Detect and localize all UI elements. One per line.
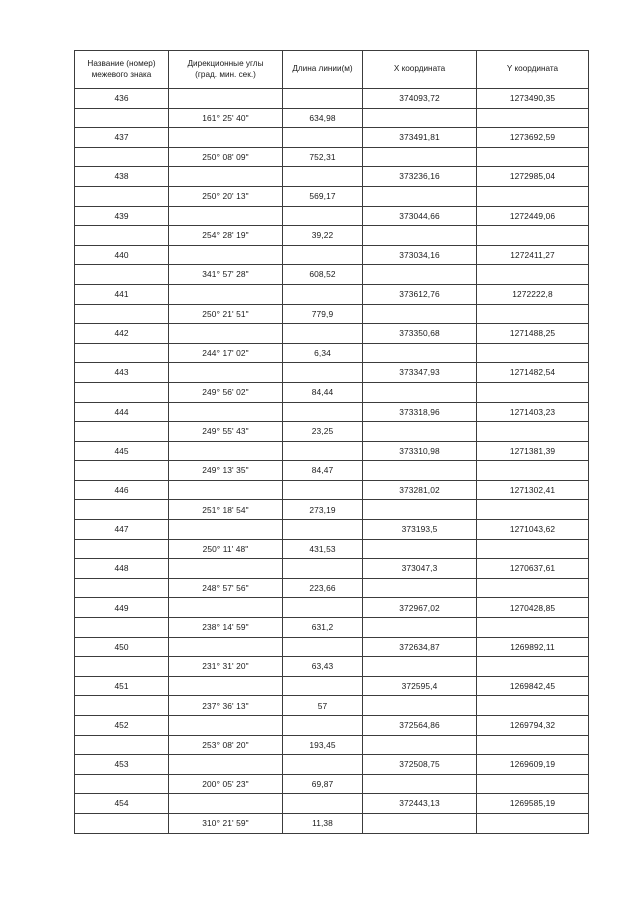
empty-cell — [75, 265, 169, 285]
table-row-line — [75, 657, 589, 677]
empty-cell — [169, 559, 283, 579]
empty-cell — [169, 167, 283, 187]
marker-name-cell: 446 — [75, 480, 169, 500]
x-coordinate-cell: 373236,16 — [363, 167, 477, 187]
x-coordinate-cell: 372443,13 — [363, 794, 477, 814]
empty-cell — [75, 813, 169, 833]
empty-cell — [363, 108, 477, 128]
empty-cell — [363, 539, 477, 559]
y-coordinate-cell: 1272449,06 — [477, 206, 589, 226]
y-coordinate-cell: 1271381,39 — [477, 441, 589, 461]
empty-cell — [283, 441, 363, 461]
marker-name-cell: 448 — [75, 559, 169, 579]
table-row-point — [75, 598, 589, 618]
y-coordinate-cell: 1272411,27 — [477, 245, 589, 265]
y-coordinate-cell: 1272985,04 — [477, 167, 589, 187]
table-row-point — [75, 363, 589, 383]
empty-cell — [477, 422, 589, 442]
empty-cell — [363, 304, 477, 324]
empty-cell — [283, 128, 363, 148]
y-coordinate-cell: 1273490,35 — [477, 89, 589, 109]
x-coordinate-cell: 373310,98 — [363, 441, 477, 461]
y-coordinate-cell: 1269609,19 — [477, 755, 589, 775]
empty-cell — [75, 186, 169, 206]
marker-name-cell: 436 — [75, 89, 169, 109]
empty-cell — [75, 735, 169, 755]
table-row-line — [75, 735, 589, 755]
line-length-cell: 63,43 — [283, 657, 363, 677]
y-coordinate-cell: 1270637,61 — [477, 559, 589, 579]
empty-cell — [477, 461, 589, 481]
line-length-cell: 608,52 — [283, 265, 363, 285]
empty-cell — [363, 461, 477, 481]
empty-cell — [283, 89, 363, 109]
line-length-cell: 84,44 — [283, 382, 363, 402]
empty-cell — [477, 539, 589, 559]
table-row-point — [75, 637, 589, 657]
table-row-point — [75, 324, 589, 344]
empty-cell — [283, 324, 363, 344]
marker-name-cell: 438 — [75, 167, 169, 187]
empty-cell — [283, 363, 363, 383]
x-coordinate-cell: 373281,02 — [363, 480, 477, 500]
header-marker-name-line-2: межевого знака — [91, 69, 152, 79]
table-row-line — [75, 343, 589, 363]
empty-cell — [477, 304, 589, 324]
empty-cell — [477, 108, 589, 128]
empty-cell — [283, 206, 363, 226]
empty-cell — [477, 813, 589, 833]
empty-cell — [169, 716, 283, 736]
y-coordinate-cell: 1270428,85 — [477, 598, 589, 618]
x-coordinate-cell: 372564,86 — [363, 716, 477, 736]
empty-cell — [363, 735, 477, 755]
table-row-point — [75, 520, 589, 540]
marker-name-cell: 441 — [75, 284, 169, 304]
table-row-point — [75, 89, 589, 109]
empty-cell — [283, 402, 363, 422]
direction-angle-cell: 248° 57' 56" — [169, 578, 283, 598]
empty-cell — [283, 245, 363, 265]
empty-cell — [283, 676, 363, 696]
empty-cell — [363, 186, 477, 206]
empty-cell — [477, 618, 589, 638]
direction-angle-cell: 250° 20' 13" — [169, 186, 283, 206]
empty-cell — [283, 598, 363, 618]
y-coordinate-cell: 1272222,8 — [477, 284, 589, 304]
line-length-cell: 634,98 — [283, 108, 363, 128]
empty-cell — [477, 774, 589, 794]
line-length-cell: 57 — [283, 696, 363, 716]
empty-cell — [283, 520, 363, 540]
marker-name-cell: 437 — [75, 128, 169, 148]
direction-angle-cell: 250° 11' 48" — [169, 539, 283, 559]
empty-cell — [169, 89, 283, 109]
direction-angle-cell: 161° 25' 40" — [169, 108, 283, 128]
empty-cell — [169, 441, 283, 461]
x-coordinate-cell: 372634,87 — [363, 637, 477, 657]
empty-cell — [283, 284, 363, 304]
empty-cell — [75, 500, 169, 520]
y-coordinate-cell: 1271043,62 — [477, 520, 589, 540]
marker-name-cell: 449 — [75, 598, 169, 618]
empty-cell — [477, 657, 589, 677]
empty-cell — [75, 226, 169, 246]
empty-cell — [169, 363, 283, 383]
empty-cell — [75, 108, 169, 128]
table-row-point — [75, 441, 589, 461]
direction-angle-cell: 238° 14' 59" — [169, 618, 283, 638]
table-row-line — [75, 304, 589, 324]
empty-cell — [169, 480, 283, 500]
table-row-line — [75, 618, 589, 638]
marker-name-cell: 440 — [75, 245, 169, 265]
y-coordinate-cell: 1271488,25 — [477, 324, 589, 344]
line-length-cell: 84,47 — [283, 461, 363, 481]
y-coordinate-cell: 1269585,19 — [477, 794, 589, 814]
table-row-point — [75, 245, 589, 265]
table-row-line — [75, 147, 589, 167]
table-row-point — [75, 794, 589, 814]
table-row-point — [75, 402, 589, 422]
empty-cell — [169, 284, 283, 304]
x-coordinate-cell: 374093,72 — [363, 89, 477, 109]
empty-cell — [477, 382, 589, 402]
table-body — [75, 89, 589, 834]
empty-cell — [169, 794, 283, 814]
table-row-point — [75, 480, 589, 500]
table-row-point — [75, 167, 589, 187]
x-coordinate-cell: 373491,81 — [363, 128, 477, 148]
empty-cell — [477, 226, 589, 246]
marker-name-cell: 451 — [75, 676, 169, 696]
direction-angle-cell: 237° 36' 13" — [169, 696, 283, 716]
empty-cell — [169, 598, 283, 618]
empty-cell — [363, 696, 477, 716]
line-length-cell: 39,22 — [283, 226, 363, 246]
header-x-coordinate: X координата — [363, 51, 477, 89]
x-coordinate-cell: 373350,68 — [363, 324, 477, 344]
x-coordinate-cell: 372967,02 — [363, 598, 477, 618]
empty-cell — [283, 716, 363, 736]
table-row-line — [75, 422, 589, 442]
empty-cell — [363, 343, 477, 363]
table-row-line — [75, 813, 589, 833]
direction-angle-cell: 310° 21' 59" — [169, 813, 283, 833]
line-length-cell: 779,9 — [283, 304, 363, 324]
y-coordinate-cell: 1271302,41 — [477, 480, 589, 500]
direction-angle-cell: 251° 18' 54" — [169, 500, 283, 520]
y-coordinate-cell: 1269842,45 — [477, 676, 589, 696]
table-row-line — [75, 578, 589, 598]
table-row-point — [75, 716, 589, 736]
empty-cell — [477, 343, 589, 363]
x-coordinate-cell: 373318,96 — [363, 402, 477, 422]
direction-angle-cell: 231° 31' 20" — [169, 657, 283, 677]
x-coordinate-cell: 373193,5 — [363, 520, 477, 540]
x-coordinate-cell: 373034,16 — [363, 245, 477, 265]
y-coordinate-cell: 1269794,32 — [477, 716, 589, 736]
marker-name-cell: 447 — [75, 520, 169, 540]
direction-angle-cell: 250° 21' 51" — [169, 304, 283, 324]
table-row-point — [75, 559, 589, 579]
table-row-line — [75, 382, 589, 402]
header-direction-angles — [169, 51, 283, 89]
empty-cell — [283, 559, 363, 579]
table-row-line — [75, 696, 589, 716]
table-row-point — [75, 755, 589, 775]
empty-cell — [363, 657, 477, 677]
marker-name-cell: 443 — [75, 363, 169, 383]
line-length-cell: 6,34 — [283, 343, 363, 363]
direction-angle-cell: 244° 17' 02" — [169, 343, 283, 363]
x-coordinate-cell: 372595,4 — [363, 676, 477, 696]
marker-name-cell: 439 — [75, 206, 169, 226]
table-row-point — [75, 206, 589, 226]
marker-name-cell: 453 — [75, 755, 169, 775]
x-coordinate-cell: 373347,93 — [363, 363, 477, 383]
marker-name-cell: 444 — [75, 402, 169, 422]
empty-cell — [363, 578, 477, 598]
empty-cell — [283, 755, 363, 775]
empty-cell — [363, 265, 477, 285]
empty-cell — [75, 304, 169, 324]
table-row-line — [75, 461, 589, 481]
empty-cell — [363, 618, 477, 638]
y-coordinate-cell: 1269892,11 — [477, 637, 589, 657]
table-row-point — [75, 676, 589, 696]
empty-cell — [169, 402, 283, 422]
header-direction-angles-line-2: (град. мин. сек.) — [195, 69, 256, 79]
table-row-line — [75, 539, 589, 559]
header-y-coordinate: Y координата — [477, 51, 589, 89]
table-row-point — [75, 128, 589, 148]
direction-angle-cell: 249° 13' 35" — [169, 461, 283, 481]
y-coordinate-cell: 1271482,54 — [477, 363, 589, 383]
empty-cell — [75, 343, 169, 363]
direction-angle-cell: 341° 57' 28" — [169, 265, 283, 285]
empty-cell — [477, 265, 589, 285]
line-length-cell: 273,19 — [283, 500, 363, 520]
empty-cell — [169, 128, 283, 148]
empty-cell — [477, 500, 589, 520]
line-length-cell: 69,87 — [283, 774, 363, 794]
header-marker-name-line-1: Название (номер) — [87, 59, 156, 69]
table-row-line — [75, 108, 589, 128]
empty-cell — [477, 696, 589, 716]
table-row-line — [75, 774, 589, 794]
line-length-cell: 11,38 — [283, 813, 363, 833]
boundary-coordinates-table — [74, 50, 589, 834]
empty-cell — [363, 226, 477, 246]
line-length-cell: 631,2 — [283, 618, 363, 638]
empty-cell — [75, 696, 169, 716]
table-row-line — [75, 226, 589, 246]
empty-cell — [169, 637, 283, 657]
table-row-line — [75, 186, 589, 206]
empty-cell — [75, 657, 169, 677]
empty-cell — [363, 147, 477, 167]
empty-cell — [75, 382, 169, 402]
empty-cell — [283, 637, 363, 657]
empty-cell — [169, 676, 283, 696]
marker-name-cell: 445 — [75, 441, 169, 461]
table-header-row — [75, 51, 589, 89]
empty-cell — [75, 461, 169, 481]
empty-cell — [363, 382, 477, 402]
y-coordinate-cell: 1273692,59 — [477, 128, 589, 148]
empty-cell — [169, 520, 283, 540]
empty-cell — [477, 735, 589, 755]
line-length-cell: 431,53 — [283, 539, 363, 559]
empty-cell — [169, 324, 283, 344]
x-coordinate-cell: 372508,75 — [363, 755, 477, 775]
marker-name-cell: 442 — [75, 324, 169, 344]
empty-cell — [75, 774, 169, 794]
line-length-cell: 569,17 — [283, 186, 363, 206]
direction-angle-cell: 254° 28' 19" — [169, 226, 283, 246]
x-coordinate-cell: 373044,66 — [363, 206, 477, 226]
empty-cell — [477, 578, 589, 598]
direction-angle-cell: 253° 08' 20" — [169, 735, 283, 755]
table-row-line — [75, 500, 589, 520]
line-length-cell: 193,45 — [283, 735, 363, 755]
x-coordinate-cell: 373612,76 — [363, 284, 477, 304]
empty-cell — [283, 167, 363, 187]
marker-name-cell: 452 — [75, 716, 169, 736]
empty-cell — [75, 618, 169, 638]
table-row-line — [75, 265, 589, 285]
empty-cell — [75, 422, 169, 442]
line-length-cell: 752,31 — [283, 147, 363, 167]
empty-cell — [363, 422, 477, 442]
y-coordinate-cell: 1271403,23 — [477, 402, 589, 422]
direction-angle-cell: 249° 56' 02" — [169, 382, 283, 402]
direction-angle-cell: 200° 05' 23" — [169, 774, 283, 794]
empty-cell — [169, 245, 283, 265]
empty-cell — [363, 813, 477, 833]
empty-cell — [75, 578, 169, 598]
x-coordinate-cell: 373047,3 — [363, 559, 477, 579]
header-line-length: Длина линии(м) — [283, 51, 363, 89]
empty-cell — [169, 206, 283, 226]
header-direction-angles-line-1: Дирекционные углы — [187, 59, 264, 69]
empty-cell — [477, 186, 589, 206]
empty-cell — [75, 539, 169, 559]
empty-cell — [283, 794, 363, 814]
table-row-point — [75, 284, 589, 304]
empty-cell — [75, 147, 169, 167]
empty-cell — [477, 147, 589, 167]
empty-cell — [363, 774, 477, 794]
marker-name-cell: 450 — [75, 637, 169, 657]
line-length-cell: 23,25 — [283, 422, 363, 442]
empty-cell — [169, 755, 283, 775]
direction-angle-cell: 249° 55' 43" — [169, 422, 283, 442]
marker-name-cell: 454 — [75, 794, 169, 814]
direction-angle-cell: 250° 08' 09" — [169, 147, 283, 167]
empty-cell — [283, 480, 363, 500]
line-length-cell: 223,66 — [283, 578, 363, 598]
empty-cell — [363, 500, 477, 520]
header-marker-name — [75, 51, 169, 89]
